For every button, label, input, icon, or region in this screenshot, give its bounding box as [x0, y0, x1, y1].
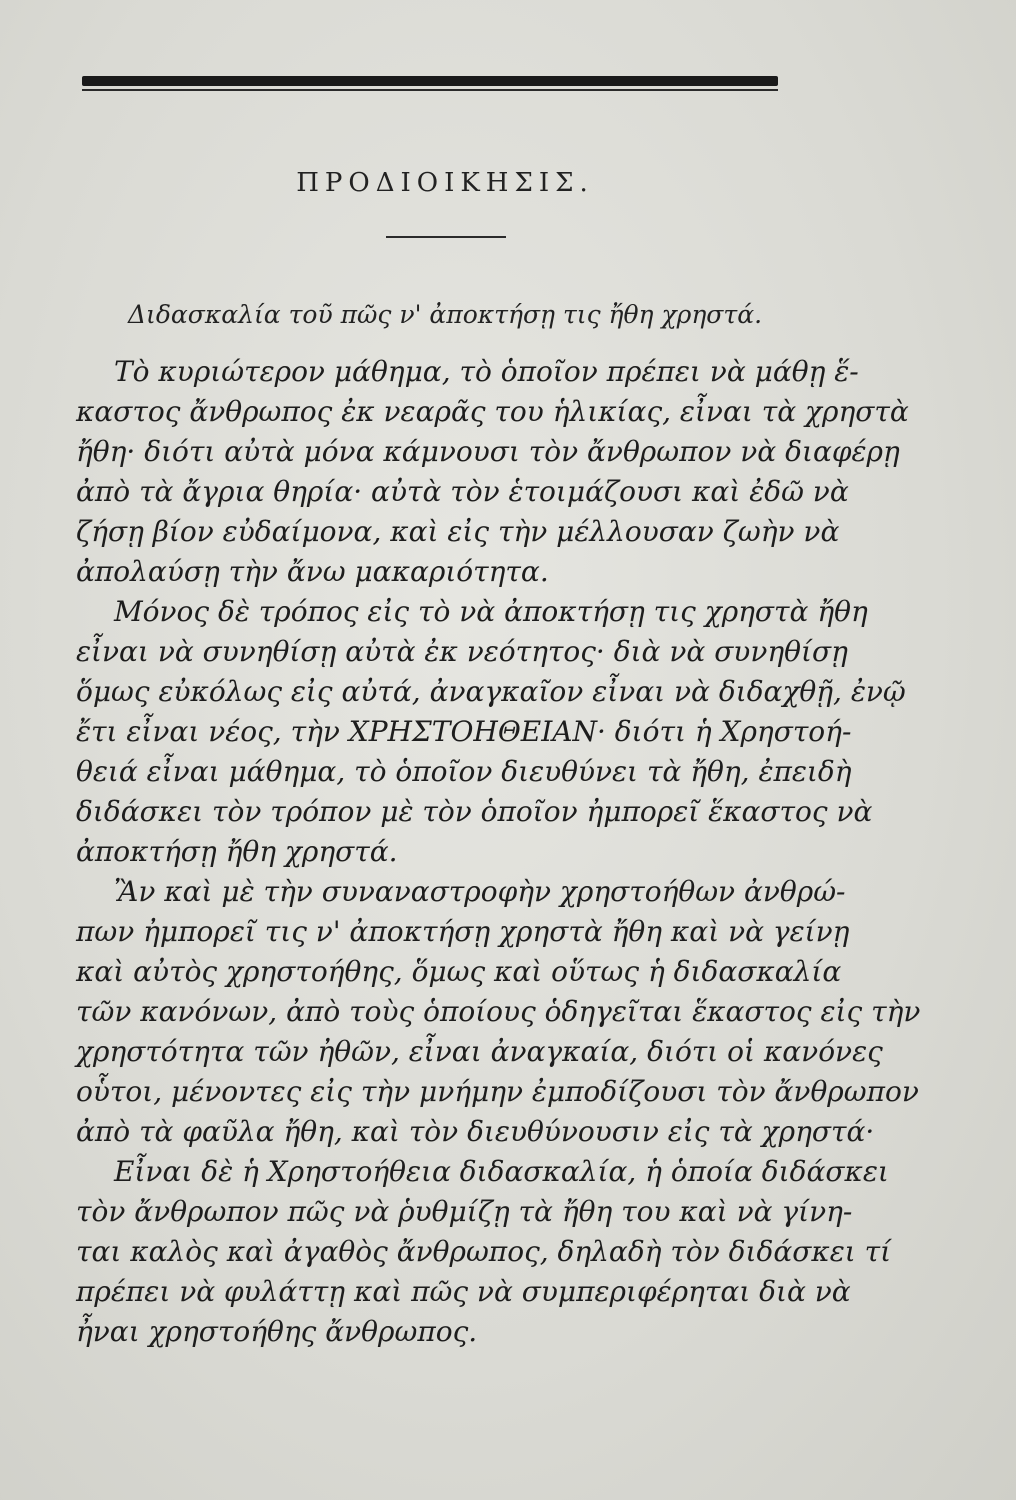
text-line: Τὸ κυριώτερον μάθημα, τὸ ὁποῖον πρέπει νὰ μάθῃ ἕ-: [114, 355, 859, 388]
text-line: ἀποκτήσῃ ἤθη χρηστά.: [76, 835, 398, 868]
page-subtitle: Διδασκαλία τοῦ πῶς ν' ἀποκτήσῃ τις ἤθη χρηστά.: [127, 300, 763, 329]
text-line: Εἶναι δὲ ἡ Χρηστοήθεια διδασκαλία, ἡ ὁποία διδάσκει: [114, 1155, 889, 1188]
text-line: ἀπολαύσῃ τὴν ἄνω μακαριότητα.: [76, 555, 549, 588]
text-line: ἔτι εἶναι νέος, τὴν ΧΡΗΣΤΟΗΘΕΙΑΝ· διότι ἡ Χρηστοή-: [76, 715, 852, 748]
text-line: ζήσῃ βίον εὐδαίμονα, καὶ εἰς τὴν μέλλουσαν ζωὴν νὰ: [76, 515, 840, 548]
text-line: χρηστότητα τῶν ἠθῶν, εἶναι ἀναγκαία, διότι οἱ κανόνες: [76, 1035, 883, 1068]
text-line: ἦναι χρηστοήθης ἄνθρωπος.: [76, 1315, 478, 1348]
text-line: τὸν ἄνθρωπον πῶς νὰ ῥυθμίζῃ τὰ ἤθη του καὶ νὰ γίνη-: [76, 1195, 853, 1228]
text-line: ται καλὸς καὶ ἀγαθὸς ἄνθρωπος, δηλαδὴ τὸν διδάσκει τί: [76, 1235, 892, 1268]
text-line: τῶν κανόνων, ἀπὸ τοὺς ὁποίους ὁδηγεῖται ἕκαστος εἰς τὴν: [76, 995, 921, 1028]
text-line: ὅμως εὐκόλως εἰς αὐτά, ἀναγκαῖον εἶναι νὰ διδαχθῇ, ἐνῷ: [76, 675, 906, 708]
text-line: ἤθη· διότι αὐτὰ μόνα κάμνουσι τὸν ἄνθρωπον νὰ διαφέρῃ: [76, 435, 900, 468]
paragraph-2: [76, 592, 906, 872]
heading-divider: [386, 236, 506, 238]
text-line: πρέπει νὰ φυλάττῃ καὶ πῶς νὰ συμπεριφέρηται διὰ νὰ: [76, 1275, 851, 1308]
text-line: πων ἠμπορεῖ τις ν' ἀποκτήσῃ χρηστὰ ἤθη καὶ νὰ γείνῃ: [76, 915, 850, 948]
text-line: ἀπὸ τὰ φαῦλα ἤθη, καὶ τὸν διευθύνουσιν εἰς τὰ χρηστά·: [76, 1115, 875, 1148]
top-thin-rule: [82, 89, 778, 91]
paragraph-4: [76, 1152, 892, 1352]
text-line: οὗτοι, μένοντες εἰς τὴν μνήμην ἐμποδίζουσι τὸν ἄνθρωπον: [76, 1075, 919, 1108]
paragraph-1: [76, 352, 909, 592]
body-text: [76, 352, 921, 1352]
paragraph-3: [76, 872, 921, 1152]
top-double-rule: [82, 76, 778, 86]
text-line: διδάσκει τὸν τρόπον μὲ τὸν ὁποῖον ἠμπορεῖ ἕκαστος νὰ: [76, 795, 873, 828]
text-line: ἀπὸ τὰ ἄγρια θηρία· αὐτὰ τὸν ἑτοιμάζουσι καὶ ἐδῶ νὰ: [76, 475, 849, 508]
text-line: εἶναι νὰ συνηθίσῃ αὐτὰ ἐκ νεότητος· διὰ νὰ συνηθίσῃ: [76, 635, 848, 668]
text-line: Μόνος δὲ τρόπος εἰς τὸ νὰ ἀποκτήσῃ τις χρηστὰ ἤθη: [114, 595, 868, 628]
text-line: καστος ἄνθρωπος ἐκ νεαρᾶς του ἡλικίας, εἶναι τὰ χρηστὰ: [76, 395, 909, 428]
text-line: καὶ αὐτὸς χρηστοήθης, ὅμως καὶ οὕτως ἡ διδασκαλία: [76, 955, 842, 988]
text-line: Ἂν καὶ μὲ τὴν συναναστροφὴν χρηστοήθων ἀνθρώ-: [114, 875, 846, 908]
page-heading: ΠΡΟΔΙΟΙΚΗΣΙΣ.: [296, 168, 594, 198]
text-line: θειά εἶναι μάθημα, τὸ ὁποῖον διευθύνει τὰ ἤθη, ἐπειδὴ: [76, 755, 852, 788]
